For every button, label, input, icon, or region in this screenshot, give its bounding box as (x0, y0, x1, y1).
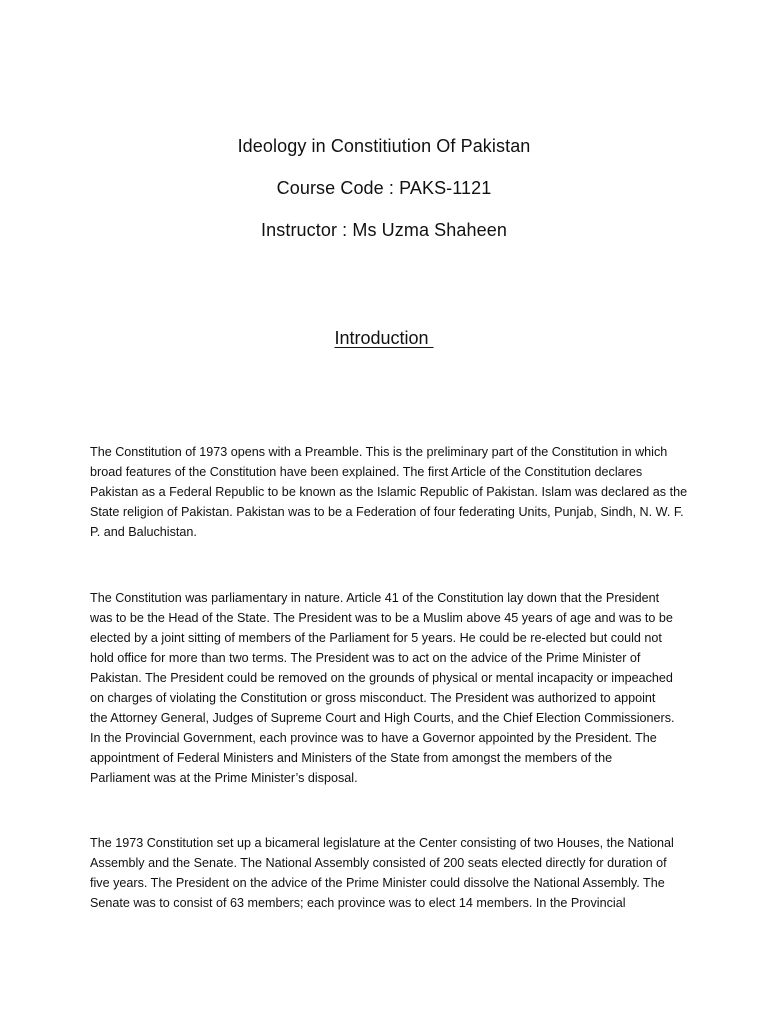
paragraph-3 (90, 833, 680, 913)
paragraph-line: The 1973 Constitution set up a bicameral legislature at the Center consisting of two Houses, the National (90, 836, 674, 850)
paragraph-2 (90, 588, 680, 788)
document-title: Ideology in Constitiution Of Pakistan (237, 136, 531, 156)
paragraph-line: Assembly and the Senate. The National Assembly consisted of 200 seats elected directly for duration of (90, 856, 667, 870)
paragraph-line: appointment of Federal Ministers and Ministers of the State from amongst the members of the (90, 751, 613, 765)
paragraph-line: In the Provincial Government, each province was to have a Governor appointed by the President. The (90, 731, 657, 745)
paragraph-line: the Attorney General, Judges of Supreme Court and High Courts, and the Chief Election Commissioners. (90, 711, 675, 725)
paragraph-line: hold office for more than two terms. The President was to act on the advice of the Prime Minister of (90, 651, 641, 665)
paragraph-line: five years. The President on the advice of the Prime Minister could dissolve the National Assembly. The (90, 876, 665, 890)
instructor: Instructor : Ms Uzma Shaheen (261, 220, 507, 240)
paragraph-line: Pakistan. The President could be removed on the grounds of physical or mental incapacity or impeached (90, 671, 673, 685)
paragraph-1 (90, 442, 688, 542)
paragraph-line: on charges of violating the Constitution or gross misconduct. The President was authorized to appoint (90, 691, 656, 705)
paragraph-line: Senate was to consist of 63 members; each province was to elect 14 members. In the Provincial (90, 896, 626, 910)
paragraph-line: The Constitution was parliamentary in nature. Article 41 of the Constitution lay down that the President (90, 591, 660, 605)
paragraph-line: P. and Baluchistan. (90, 525, 197, 539)
course-code: Course Code : PAKS-1121 (276, 178, 492, 198)
paragraph-line: broad features of the Constitution have been explained. The first Article of the Constitution declares (90, 465, 643, 479)
paragraph-line: The Constitution of 1973 opens with a Preamble. This is the preliminary part of the Constitution in which (90, 445, 668, 459)
section-heading (0, 328, 768, 349)
paragraph-line: Parliament was at the Prime Minister’s disposal. (90, 771, 358, 785)
paragraph-line: Pakistan as a Federal Republic to be known as the Islamic Republic of Pakistan. Islam was declared as the (90, 485, 688, 499)
section-heading-text: Introduction (334, 328, 434, 348)
paragraph-line: elected by a joint sitting of members of the Parliament for 5 years. He could be re-elected but could not (90, 631, 662, 645)
paragraph-line: State religion of Pakistan. Pakistan was to be a Federation of four federating Units, Punjab, Sindh, N. W. F. (90, 505, 684, 519)
paragraph-line: was to be the Head of the State. The President was to be a Muslim above 45 years of age and was to be (90, 611, 673, 625)
